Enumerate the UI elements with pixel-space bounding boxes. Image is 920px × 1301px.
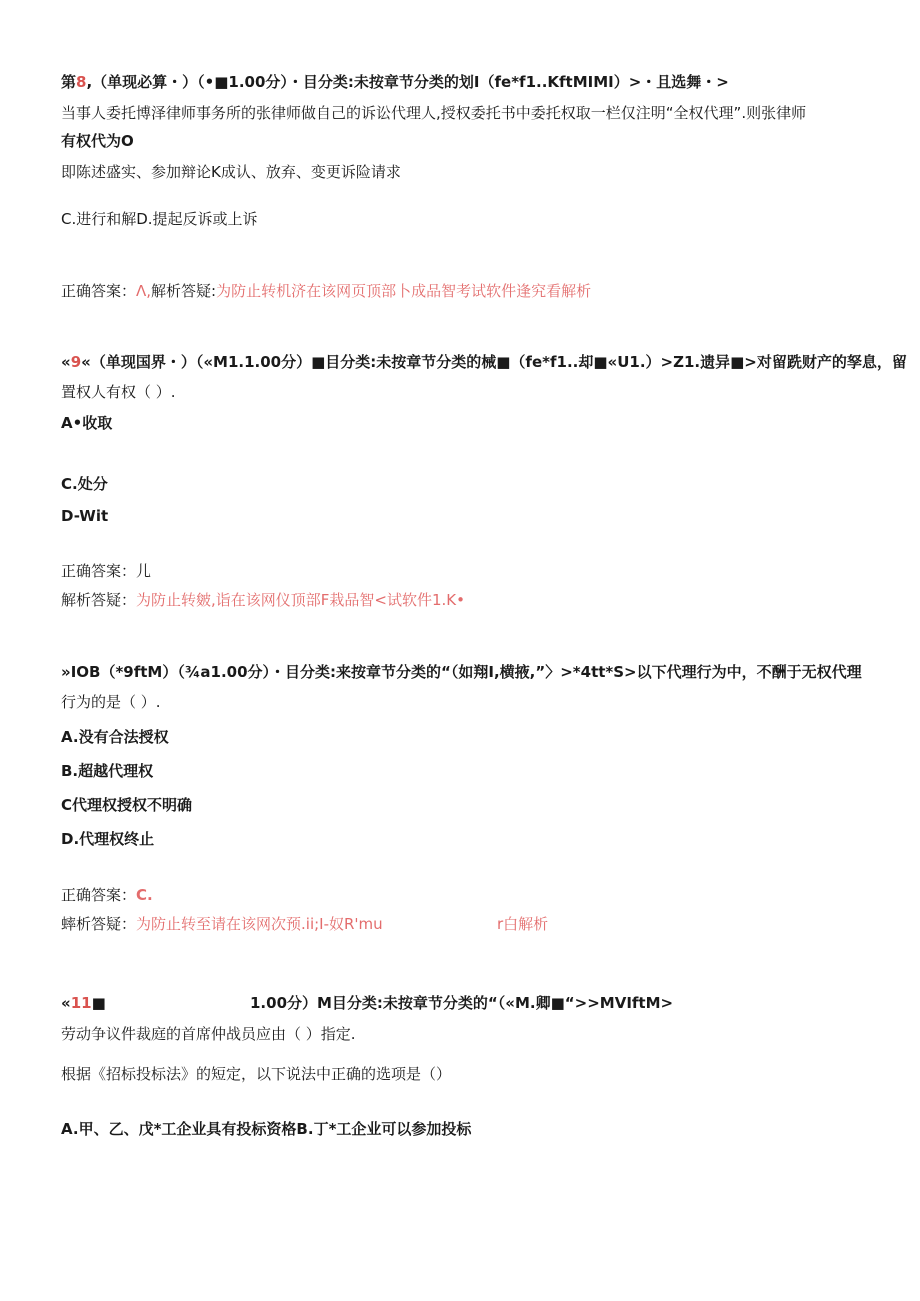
q8-answer-label: 正确答案：	[61, 282, 137, 300]
q11-head-prefix: «	[61, 994, 71, 1012]
q11-stem2: 根据《招标投标法》的短定，以下说法中正确的选项是（）	[61, 1065, 452, 1083]
q11-option-ab: A.甲、乙、戊*工企业具有投标资格B.丁*工企业可以参加投标	[61, 1120, 472, 1138]
q9-option-d: D-Wit	[61, 507, 109, 525]
q11-header-right: 1.00分）M目分类:未按章节分类的“（«M.卿■“>>MVIftM>	[250, 994, 674, 1012]
q9-analysis-text: 为防止转皴,诣在该网仪顶部F栽品智<试软件1.K•	[136, 591, 465, 609]
q9-analysis-label: 解析答疑：	[61, 591, 137, 609]
q9-answer-value: 儿	[136, 562, 152, 580]
q10-option-d: D.代理权终止	[61, 830, 155, 848]
q9-number: 9	[70, 353, 82, 371]
q11-stem: 劳动争议件裁庭的首席仲战员应由（ ）指定.	[61, 1025, 356, 1043]
q8-analysis-text: 为防止转机济在该网页顶部卜成品智考试软件逢究看解析	[216, 282, 592, 300]
q10-header: »IOB（*9ftM）（¾a1.00分）・目分类:来按章节分类的“（如翔I,横掖,”〉>*4tt*S>以下代理行为中，不酬于无权代理	[61, 663, 862, 681]
q8-number: 8	[76, 73, 87, 91]
q9-answer-row	[61, 561, 151, 581]
q8-header	[61, 72, 729, 92]
q8-stem-line1: 当事人委托博泽律师事务所的张律师做自己的诉讼代理人,授权委托书中委托权取一栏仅注明“全权代理”.则张律师	[61, 104, 807, 122]
q9-analysis-row	[61, 590, 465, 610]
q8-head-pre: 第	[61, 73, 77, 91]
q10-analysis-label: 蟀析答疑：	[61, 915, 137, 933]
q10-option-c: C代理权授权不明确	[61, 796, 193, 814]
q8-stem-line2: 有权代为O	[61, 132, 134, 150]
q9-option-a: A•收取	[61, 414, 113, 432]
q8-option-ab: 即陈述盛实、参加辩论K成认、放弃、变更诉险请求	[61, 163, 401, 181]
q10-stem-line2: 行为的是（ ）.	[61, 693, 161, 711]
q10-option-b: B.超越代理权	[61, 762, 154, 780]
q8-answer-value: Λ,	[136, 282, 152, 300]
q10-option-a: A.没有合法授权	[61, 728, 169, 746]
q8-analysis-label: 解析答疑:	[151, 282, 217, 300]
q11-head-mark: ■	[91, 994, 106, 1012]
q9-head-prefix: «	[61, 353, 71, 371]
q9-stem-line2: 置权人有权（ ）.	[61, 383, 176, 401]
q10-analysis-row	[61, 914, 383, 934]
q8-answer-row	[61, 281, 591, 301]
q10-answer-value: C.	[136, 886, 153, 904]
q9-head-rest: «（单现国界・）（«M1.1.00分）■目分类:未按章节分类的械■（fe*f1..却■«U1.）>Z1.遗异■>对留跣财产的孥息，留	[81, 353, 907, 371]
q10-answer-row	[61, 885, 153, 905]
q9-option-c: C.处分	[61, 475, 108, 493]
q10-analysis-tail: r白解析	[497, 915, 549, 933]
q9-answer-label: 正确答案：	[61, 562, 137, 580]
q8-head-rest: ,（单现必算・）（•■1.00分）・目分类:未按章节分类的划I（fe*f1..KftMIMI）>・且选舞・>	[86, 73, 729, 91]
q10-answer-label: 正确答案：	[61, 886, 137, 904]
q8-option-cd: C.进行和解D.提起反诉或上诉	[61, 210, 258, 228]
q11-number: 11	[70, 994, 92, 1012]
q11-header-left	[61, 993, 106, 1013]
q9-header	[61, 352, 907, 372]
q10-analysis-text: 为防止转至请在该网次预.ii;I-奴R'mu	[136, 915, 383, 933]
